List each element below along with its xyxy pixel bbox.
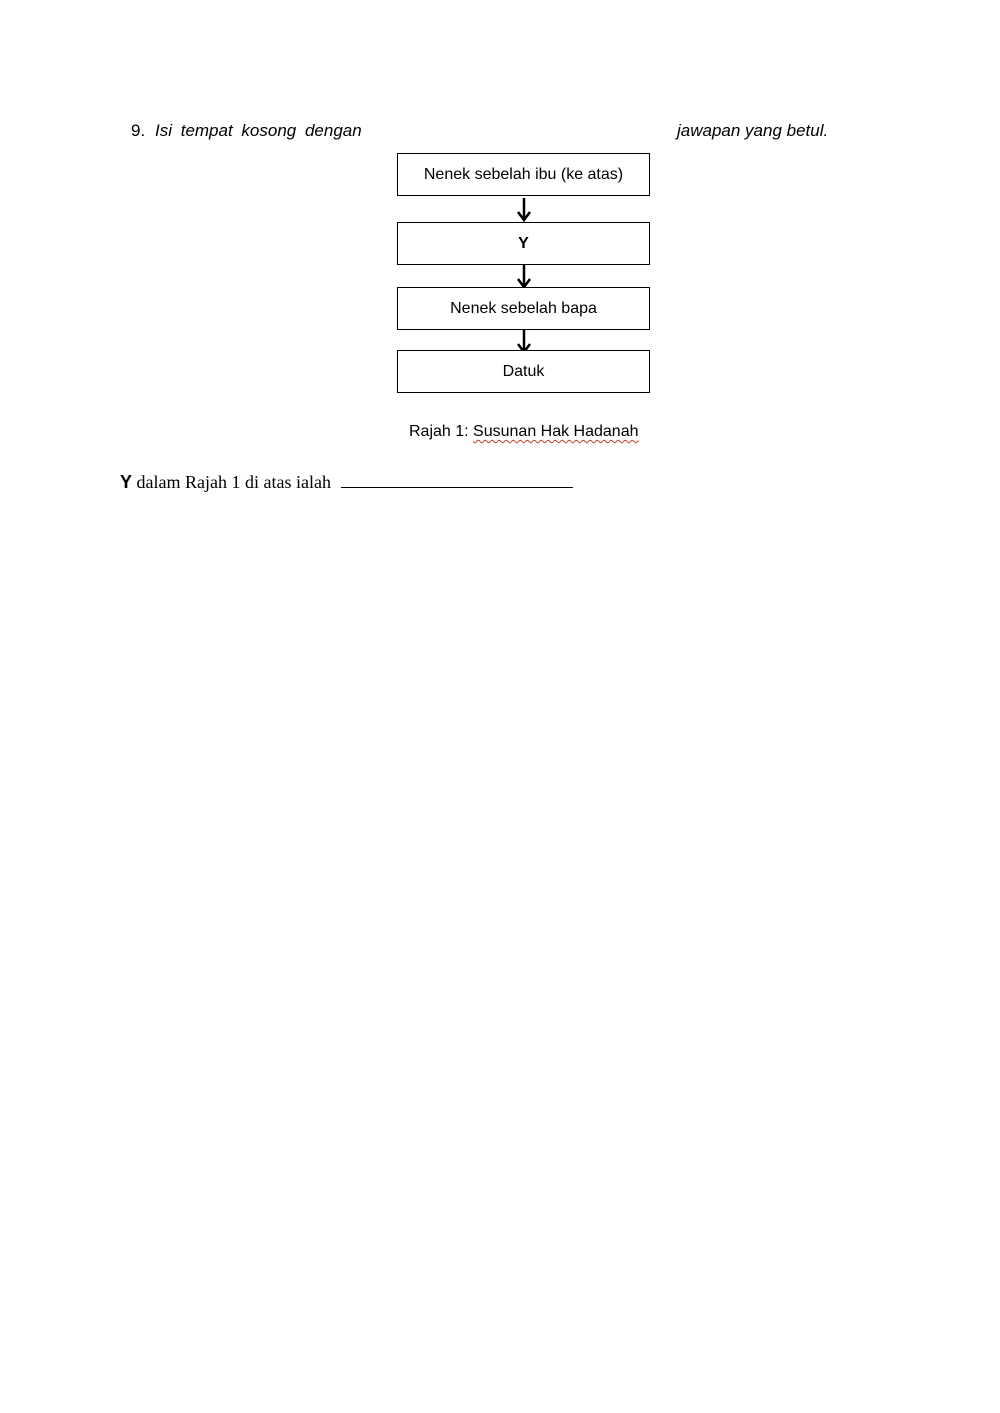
answer-text: dalam Rajah 1 di atas ialah bbox=[132, 472, 331, 492]
question-text-right: jawapan yang betul. bbox=[677, 121, 829, 140]
flow-box-2: Y bbox=[397, 222, 650, 265]
answer-blank-field[interactable] bbox=[341, 469, 573, 488]
flow-box-1: Nenek sebelah ibu (ke atas) bbox=[397, 153, 650, 196]
question-number: 9. bbox=[131, 121, 146, 140]
answer-line bbox=[120, 469, 573, 493]
flow-box-3: Nenek sebelah bapa bbox=[397, 287, 650, 330]
question-text-left: Isi tempat kosong dengan bbox=[155, 121, 362, 140]
flow-box-4: Datuk bbox=[397, 350, 650, 393]
caption-title: Susunan Hak Hadanah bbox=[473, 423, 639, 440]
answer-label: Y bbox=[120, 472, 133, 492]
down-arrow-icon bbox=[513, 197, 535, 223]
diagram-caption bbox=[409, 423, 639, 441]
caption-prefix: Rajah 1: bbox=[409, 423, 474, 440]
